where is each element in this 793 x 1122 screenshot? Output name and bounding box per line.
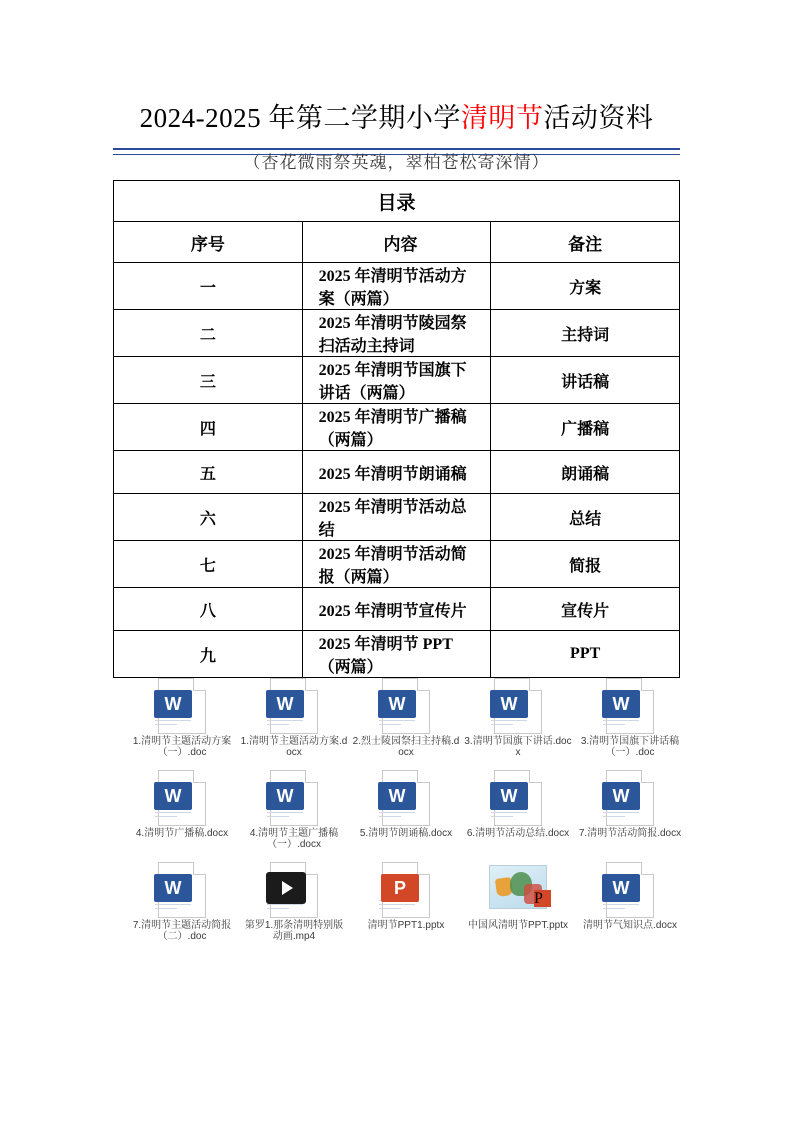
list-item[interactable] xyxy=(238,770,350,862)
file-badge: P xyxy=(381,874,419,902)
row-note: 宣传片 xyxy=(491,588,680,631)
table-caption: 目录 xyxy=(114,181,680,222)
file-label: 2.烈士陵园祭扫主持稿.docx xyxy=(352,736,460,758)
file-label: 4.清明节主题广播稿（一）.docx xyxy=(249,828,339,850)
file-label: 3.清明节国旗下讲话稿（一）.doc xyxy=(580,736,680,758)
file-label: 7.清明节活动简报.docx xyxy=(578,828,682,839)
row-note: 朗诵稿 xyxy=(491,451,680,494)
file-label: 1.清明节主题活动方案.docx xyxy=(240,736,348,758)
list-item[interactable] xyxy=(462,862,574,954)
list-item[interactable] xyxy=(126,770,238,862)
row-content: 2025 年清明节朗诵稿 xyxy=(302,451,491,494)
column-header-note: 备注 xyxy=(491,222,680,263)
file-badge: W xyxy=(378,690,416,718)
file-label: 清明节气知识点.docx xyxy=(583,920,677,931)
row-content: 2025 年清明节活动简报（两篇） xyxy=(302,541,491,588)
file-label: 5.清明节朗诵稿.docx xyxy=(359,828,453,839)
row-no: 九 xyxy=(114,631,303,678)
title-accent: 清明节 xyxy=(460,103,544,133)
file-badge: W xyxy=(490,782,528,810)
row-content: 2025 年清明节活动总结 xyxy=(302,494,491,541)
title-suffix: 活动资料 xyxy=(543,103,654,133)
row-no: 七 xyxy=(114,541,303,588)
table-row xyxy=(114,263,680,310)
powerpoint-icon xyxy=(373,862,439,918)
list-item[interactable] xyxy=(350,678,462,770)
table-row xyxy=(114,541,680,588)
list-item[interactable] xyxy=(574,862,686,954)
file-badge: W xyxy=(154,874,192,902)
list-item[interactable] xyxy=(126,678,238,770)
row-note: PPT xyxy=(491,631,680,678)
file-label: 第罗1.那条清明特别版动画.mp4 xyxy=(244,920,344,942)
file-badge: P xyxy=(534,890,551,907)
table-row xyxy=(114,357,680,404)
file-label: 中国风清明节PPT.pptx xyxy=(467,920,569,931)
file-label: 6.清明节活动总结.docx xyxy=(466,828,570,839)
word-doc-icon xyxy=(373,770,439,826)
word-doc-icon xyxy=(149,678,215,734)
word-doc-icon xyxy=(597,678,663,734)
file-badge: W xyxy=(602,690,640,718)
row-no: 五 xyxy=(114,451,303,494)
word-doc-icon xyxy=(485,678,551,734)
row-no: 四 xyxy=(114,404,303,451)
page-title xyxy=(0,96,793,135)
file-badge: W xyxy=(490,690,528,718)
row-note: 简报 xyxy=(491,541,680,588)
row-note: 总结 xyxy=(491,494,680,541)
list-item[interactable] xyxy=(238,862,350,954)
file-label: 3.清明节国旗下讲话.docx xyxy=(464,736,572,758)
column-header-content: 内容 xyxy=(302,222,491,263)
table-row xyxy=(114,631,680,678)
row-content: 2025 年清明节宣传片 xyxy=(302,588,491,631)
file-badge: W xyxy=(266,690,304,718)
word-doc-icon xyxy=(597,862,663,918)
file-badge: W xyxy=(266,782,304,810)
file-badge: W xyxy=(602,874,640,902)
row-content: 2025 年清明节广播稿（两篇） xyxy=(302,404,491,451)
play-icon xyxy=(266,872,306,904)
column-header-no: 序号 xyxy=(114,222,303,263)
list-item[interactable] xyxy=(238,678,350,770)
row-content: 2025 年清明节陵园祭扫活动主持词 xyxy=(302,310,491,357)
page-subtitle: （杏花微雨祭英魂，翠柏苍松寄深情） xyxy=(243,153,550,172)
file-badge: W xyxy=(602,782,640,810)
list-item[interactable] xyxy=(462,770,574,862)
word-doc-icon xyxy=(373,678,439,734)
list-item[interactable] xyxy=(350,862,462,954)
row-content: 2025 年清明节活动方案（两篇） xyxy=(302,263,491,310)
file-label: 清明节PPT1.pptx xyxy=(367,920,445,931)
file-label: 1.清明节主题活动方案（一）.doc xyxy=(132,736,232,758)
table-row xyxy=(114,310,680,357)
table-row xyxy=(114,404,680,451)
file-badge: W xyxy=(378,782,416,810)
title-prefix: 2024-2025 年第二学期小学 xyxy=(139,103,461,133)
file-label: 7.清明节主题活动简报（二）.doc xyxy=(132,920,232,942)
table-header-row xyxy=(114,222,680,263)
list-item[interactable] xyxy=(574,678,686,770)
table-of-contents xyxy=(113,180,680,678)
row-content: 2025 年清明节国旗下讲话（两篇） xyxy=(302,357,491,404)
list-item[interactable] xyxy=(126,862,238,954)
word-doc-icon xyxy=(485,770,551,826)
file-label: 4.清明节广播稿.docx xyxy=(135,828,229,839)
row-no: 六 xyxy=(114,494,303,541)
list-item[interactable] xyxy=(350,770,462,862)
row-note: 讲话稿 xyxy=(491,357,680,404)
word-doc-icon xyxy=(597,770,663,826)
row-note: 主持词 xyxy=(491,310,680,357)
word-doc-icon xyxy=(149,770,215,826)
row-note: 方案 xyxy=(491,263,680,310)
row-note: 广播稿 xyxy=(491,404,680,451)
row-content: 2025 年清明节 PPT（两篇） xyxy=(302,631,491,678)
file-badge: W xyxy=(154,690,192,718)
row-no: 一 xyxy=(114,263,303,310)
file-badge: W xyxy=(154,782,192,810)
list-item[interactable] xyxy=(462,678,574,770)
table-caption-row xyxy=(114,181,680,222)
table-row xyxy=(114,588,680,631)
video-file-icon xyxy=(261,862,327,918)
row-no: 八 xyxy=(114,588,303,631)
row-no: 三 xyxy=(114,357,303,404)
word-doc-icon xyxy=(261,678,327,734)
image-preview-icon xyxy=(485,862,551,918)
list-item[interactable] xyxy=(574,770,686,862)
word-doc-icon xyxy=(261,770,327,826)
table-row xyxy=(114,494,680,541)
embedded-file-grid xyxy=(126,678,686,954)
word-doc-icon xyxy=(149,862,215,918)
row-no: 二 xyxy=(114,310,303,357)
table-row xyxy=(114,451,680,494)
